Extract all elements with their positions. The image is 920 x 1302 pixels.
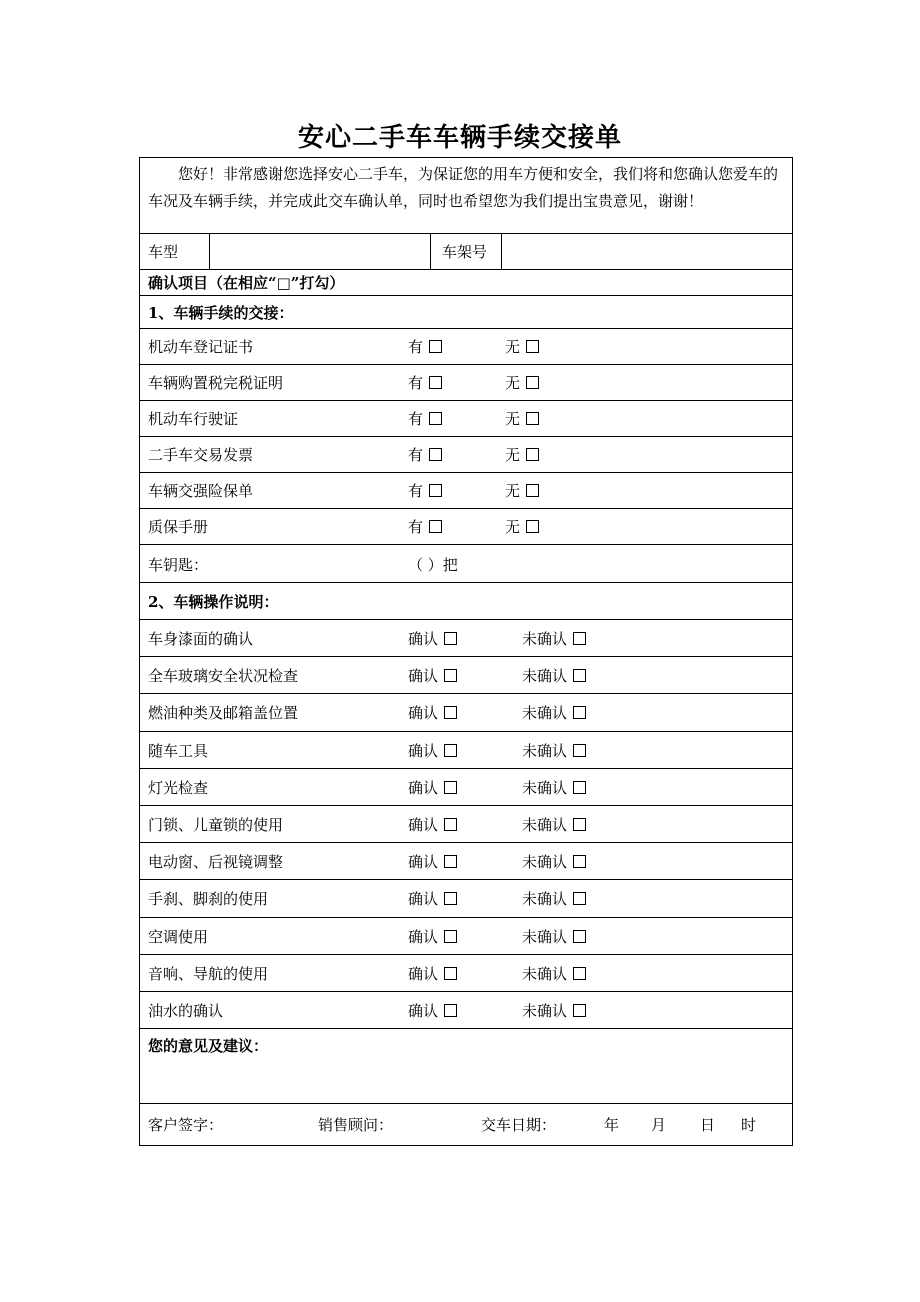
model-field[interactable] xyxy=(210,234,430,269)
checkbox-icon[interactable] xyxy=(573,967,586,980)
checkbox-icon[interactable] xyxy=(526,376,539,389)
section2-item-row xyxy=(140,694,792,732)
checkbox-icon[interactable] xyxy=(526,484,539,497)
year-label: 年 xyxy=(604,1116,620,1134)
item-label: 全车玻璃安全状况检查 xyxy=(148,666,299,685)
item-label: 空调使用 xyxy=(148,927,209,946)
not-has-option-label: 无 xyxy=(505,518,521,536)
not-has-option-label: 无 xyxy=(505,482,521,500)
not-has-option-label: 无 xyxy=(505,338,521,356)
unconfirmed-option[interactable] xyxy=(522,732,586,768)
unconfirmed-option-label: 未确认 xyxy=(522,890,568,908)
checkbox-icon[interactable] xyxy=(429,340,442,353)
month-label: 月 xyxy=(651,1116,667,1134)
not-has-option[interactable] xyxy=(505,329,539,364)
not-has-option-label: 无 xyxy=(505,374,521,392)
item-label: 手刹、脚刹的使用 xyxy=(148,890,269,908)
item-label: 灯光检查 xyxy=(148,778,209,797)
checkbox-icon[interactable] xyxy=(526,520,539,533)
intro-text: 您好！非常感谢您选择安心二手车，为保证您的用车方便和安全，我们将和您确认您爱车的车况及车辆手续，并完成此交车确认单，同时也希望您为我们提出宝贵意见，谢谢！ xyxy=(148,165,779,210)
confirmed-option[interactable] xyxy=(408,620,457,656)
confirmed-option[interactable] xyxy=(408,955,457,991)
item-label: 机动车登记证书 xyxy=(148,338,254,356)
keys-label: 车钥匙： xyxy=(148,555,209,574)
section2-title: 2、车辆操作说明： xyxy=(148,592,279,611)
checkbox-icon[interactable] xyxy=(444,744,457,757)
confirmed-option[interactable] xyxy=(408,806,457,842)
has-option[interactable] xyxy=(408,509,442,544)
confirmed-option-label: 确认 xyxy=(408,964,439,983)
confirmed-option-label: 确认 xyxy=(408,741,439,760)
unconfirmed-option-label: 未确认 xyxy=(522,927,568,946)
section2-title-row xyxy=(140,583,792,620)
confirmed-option-label: 确认 xyxy=(408,927,439,946)
confirmed-option-label: 确认 xyxy=(408,666,439,685)
checkbox-icon[interactable] xyxy=(573,632,586,645)
has-option-label: 有 xyxy=(408,338,424,356)
section1-item-row xyxy=(140,329,792,365)
section2-item-row xyxy=(140,769,792,806)
checkbox-icon[interactable] xyxy=(444,706,457,719)
checkbox-icon[interactable] xyxy=(444,930,457,943)
not-has-option-label: 无 xyxy=(505,446,521,464)
section1-item-row xyxy=(140,365,792,401)
has-option-label: 有 xyxy=(408,410,424,428)
item-label: 质保手册 xyxy=(148,518,209,536)
confirmed-option-label: 确认 xyxy=(408,629,439,648)
unconfirmed-option-label: 未确认 xyxy=(522,815,568,834)
unconfirmed-option[interactable] xyxy=(522,843,586,879)
confirm-header: 确认项目（在相应“□”打勾） xyxy=(148,274,345,292)
checkbox-icon[interactable] xyxy=(444,967,457,980)
section2-item-row xyxy=(140,880,792,918)
checkbox-icon[interactable] xyxy=(573,781,586,794)
unconfirmed-option[interactable] xyxy=(522,657,586,693)
item-label: 电动窗、后视镜调整 xyxy=(148,852,284,871)
item-label: 燃油种类及邮箱盖位置 xyxy=(148,704,299,722)
checkbox-icon[interactable] xyxy=(573,930,586,943)
item-label: 机动车行驶证 xyxy=(148,410,239,428)
checkbox-icon[interactable] xyxy=(444,855,457,868)
unconfirmed-option-label: 未确认 xyxy=(522,666,568,685)
item-label: 随车工具 xyxy=(148,741,209,760)
section2-item-row xyxy=(140,992,792,1029)
confirmed-option-label: 确认 xyxy=(408,852,439,871)
unconfirmed-option-label: 未确认 xyxy=(522,1001,568,1020)
not-has-option-label: 无 xyxy=(505,410,521,428)
checkbox-icon[interactable] xyxy=(573,669,586,682)
frame-number-label: 车架号 xyxy=(442,243,488,261)
item-label: 门锁、儿童锁的使用 xyxy=(148,815,284,834)
footer-row xyxy=(140,1104,792,1145)
unconfirmed-option-label: 未确认 xyxy=(522,704,568,722)
has-option[interactable] xyxy=(408,365,442,400)
keys-count[interactable]: （ ）把 xyxy=(408,555,458,574)
section1-item-row xyxy=(140,437,792,473)
checkbox-icon[interactable] xyxy=(573,1004,586,1017)
confirmed-option-label: 确认 xyxy=(408,778,439,797)
has-option[interactable] xyxy=(408,437,442,472)
checkbox-icon[interactable] xyxy=(444,669,457,682)
item-label: 油水的确认 xyxy=(148,1001,224,1020)
section2-item-row xyxy=(140,955,792,992)
unconfirmed-option[interactable] xyxy=(522,769,586,805)
delivery-date-label: 交车日期： xyxy=(481,1116,557,1134)
has-option[interactable] xyxy=(408,473,442,508)
checkbox-icon[interactable] xyxy=(526,340,539,353)
section1-item-row xyxy=(140,401,792,437)
confirmed-option[interactable] xyxy=(408,918,457,954)
vehicle-info-row xyxy=(140,234,792,270)
section2-item-row xyxy=(140,620,792,657)
confirmed-option[interactable] xyxy=(408,843,457,879)
checkbox-icon[interactable] xyxy=(573,744,586,757)
checkbox-icon[interactable] xyxy=(526,448,539,461)
section2-item-row xyxy=(140,806,792,843)
page-title: 安心二手车车辆手续交接单 xyxy=(297,123,622,153)
item-label: 车辆交强险保单 xyxy=(148,482,254,500)
checkbox-icon[interactable] xyxy=(429,520,442,533)
unconfirmed-option-label: 未确认 xyxy=(522,778,568,797)
item-label: 音响、导航的使用 xyxy=(148,964,269,983)
checkbox-icon[interactable] xyxy=(573,706,586,719)
checkbox-icon[interactable] xyxy=(573,892,586,905)
checkbox-icon[interactable] xyxy=(444,818,457,831)
confirmed-option-label: 确认 xyxy=(408,815,439,834)
not-has-option[interactable] xyxy=(505,473,539,508)
unconfirmed-option[interactable] xyxy=(522,806,586,842)
has-option[interactable] xyxy=(408,401,442,436)
unconfirmed-option[interactable] xyxy=(522,992,586,1028)
unconfirmed-option-label: 未确认 xyxy=(522,852,568,871)
not-has-option[interactable] xyxy=(505,365,539,400)
unconfirmed-option[interactable] xyxy=(522,880,586,917)
confirmed-option[interactable] xyxy=(408,657,457,693)
checkbox-icon[interactable] xyxy=(444,1004,457,1017)
section2-item-row xyxy=(140,843,792,880)
unconfirmed-option-label: 未确认 xyxy=(522,629,568,648)
item-label: 车辆购置税完税证明 xyxy=(148,374,284,392)
not-has-option[interactable] xyxy=(505,509,539,544)
has-option-label: 有 xyxy=(408,446,424,464)
confirmed-option[interactable] xyxy=(408,769,457,805)
confirmed-option-label: 确认 xyxy=(408,704,439,722)
hour-label: 时 xyxy=(741,1116,757,1134)
confirmed-option[interactable] xyxy=(408,732,457,768)
section1-title: 1、车辆手续的交接： xyxy=(148,303,294,322)
has-option-label: 有 xyxy=(408,518,424,536)
day-label: 日 xyxy=(700,1116,716,1134)
not-has-option[interactable] xyxy=(505,437,539,472)
has-option[interactable] xyxy=(408,329,442,364)
keys-row xyxy=(140,546,792,583)
checkbox-icon[interactable] xyxy=(573,855,586,868)
divider xyxy=(430,234,431,269)
has-option-label: 有 xyxy=(408,374,424,392)
unconfirmed-option[interactable] xyxy=(522,694,586,731)
handover-form xyxy=(139,157,793,1146)
unconfirmed-option-label: 未确认 xyxy=(522,964,568,983)
not-has-option[interactable] xyxy=(505,401,539,436)
unconfirmed-option-label: 未确认 xyxy=(522,741,568,760)
section2-item-row xyxy=(140,918,792,955)
checkbox-icon[interactable] xyxy=(444,632,457,645)
section1-title-row xyxy=(140,296,792,329)
unconfirmed-option[interactable] xyxy=(522,918,586,954)
unconfirmed-option[interactable] xyxy=(522,620,586,656)
has-option-label: 有 xyxy=(408,482,424,500)
frame-number-field[interactable] xyxy=(502,234,792,269)
section1-item-row xyxy=(140,509,792,545)
item-label: 二手车交易发票 xyxy=(148,446,254,464)
intro-row xyxy=(140,158,792,234)
checkbox-icon[interactable] xyxy=(444,781,457,794)
section1-item-row xyxy=(140,473,792,509)
confirmed-option[interactable] xyxy=(408,992,457,1028)
item-label: 车身漆面的确认 xyxy=(148,629,254,648)
confirm-header-row xyxy=(140,270,792,296)
checkbox-icon[interactable] xyxy=(573,818,586,831)
confirmed-option-label: 确认 xyxy=(408,1001,439,1020)
feedback-row xyxy=(140,1031,792,1104)
feedback-field[interactable] xyxy=(148,1061,784,1099)
confirmed-option[interactable] xyxy=(408,880,457,917)
checkbox-icon[interactable] xyxy=(526,412,539,425)
checkbox-icon[interactable] xyxy=(429,448,442,461)
confirmed-option-label: 确认 xyxy=(408,890,439,908)
sales-advisor-label: 销售顾问： xyxy=(318,1116,394,1134)
checkbox-icon[interactable] xyxy=(444,892,457,905)
section2-item-row xyxy=(140,657,792,694)
checkbox-icon[interactable] xyxy=(429,484,442,497)
checkbox-icon[interactable] xyxy=(429,376,442,389)
confirmed-option[interactable] xyxy=(408,694,457,731)
checkbox-icon[interactable] xyxy=(429,412,442,425)
customer-sign-label: 客户签字： xyxy=(148,1116,224,1134)
unconfirmed-option[interactable] xyxy=(522,955,586,991)
feedback-label: 您的意见及建议： xyxy=(148,1037,269,1055)
section2-item-row xyxy=(140,732,792,769)
model-label: 车型 xyxy=(148,243,179,261)
